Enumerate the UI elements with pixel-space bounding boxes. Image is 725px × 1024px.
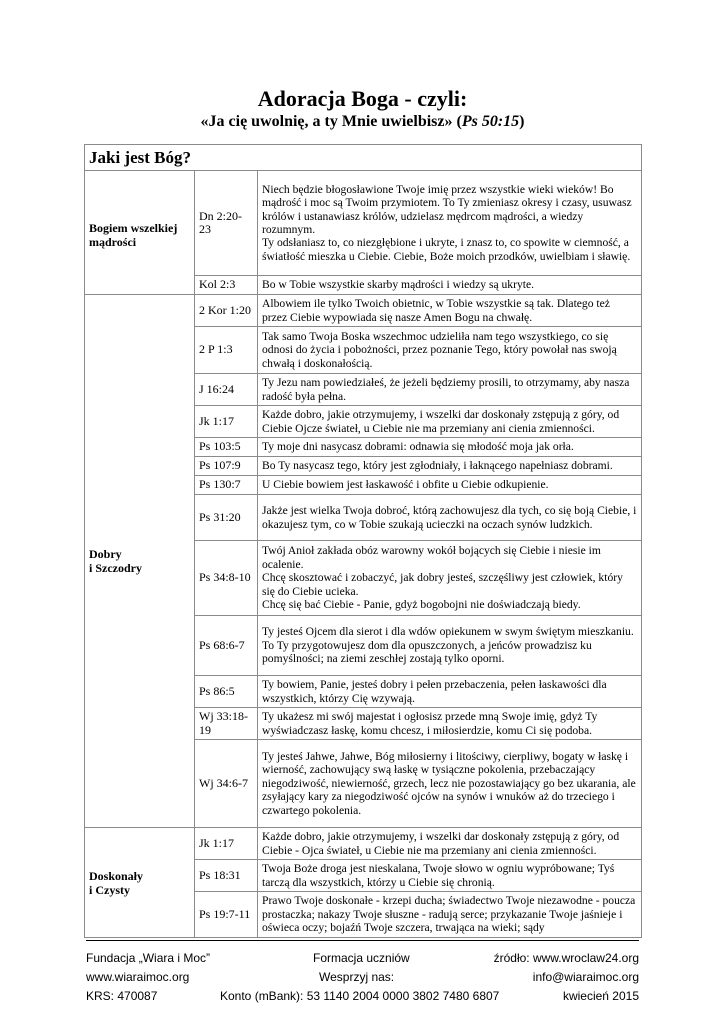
verse-ref: Ps 103:5: [195, 438, 258, 457]
verse-text: Ty bowiem, Panie, jesteś dobry i pełen przebaczenia, pełen łaskawości dla wszystkich, którzy Cię wzywają.: [258, 676, 642, 708]
verse-text: Prawo Twoje doskonałe - krzepi ducha; świadectwo Twoje niezawodne - poucza prostaczka; nakazy Twoje słuszne - radują serce; przykazanie Twoje jaśnieje i oświeca oczy; bojaźń Twoje szczera, trwająca na wieki; sądy: [258, 892, 642, 938]
verse-ref: Wj 34:6-7: [195, 740, 258, 828]
verse-ref: J 16:24: [195, 374, 258, 406]
category-perfect: [85, 828, 195, 938]
verse-ref: Ps 34:8-10: [195, 541, 258, 616]
verse-text: Jakże jest wielka Twoja dobroć, którą zachowujesz dla tych, co się boją Ciebie, i okazujesz tym, co w Tobie szukają ucieczki na oczach synów ludzkich.: [258, 495, 642, 541]
page-title: Adoracja Boga - czyli:: [257, 86, 468, 111]
verse-text: Twoja Boże droga jest nieskalana, Twoje słowo w ogniu wypróbowane; Tyś tarczą dla wszystkich, którzy u Ciebie się chronią.: [258, 860, 642, 892]
category-perfect-line2: i Czysty: [89, 882, 130, 897]
verse-text: Bo Ty nasycasz tego, który jest zgłodniały, i łaknącego napełniasz dobrami.: [258, 457, 642, 476]
section-heading: Jaki jest Bóg?: [85, 145, 642, 171]
verse-text: Bo w Tobie wszystkie skarby mądrości i wiedzy są ukryte.: [258, 276, 642, 295]
verse-text: Twój Anioł zakłada obóz warowny wokół bojących się Ciebie i niesie im ocalenie. Chcę skosztować i zobaczyć, jak dobry jesteś, szczęśliwy jest człowiek, który się do Ciebie ucieka. Chcę się bać Ciebie - Panie, gdyż bogobojni nie doświadczają biedy.: [258, 541, 642, 616]
verse-text: Każde dobro, jakie otrzymujemy, i wszelki dar doskonały zstępują z góry, od Ciebie - Ojca świateł, u Ciebie nie ma przemiany ani cienia zmienności.: [258, 828, 642, 860]
verse-ref: Kol 2:3: [195, 276, 258, 295]
verse-text: U Ciebie bowiem jest łaskawość i obfite u Ciebie odkupienie.: [258, 476, 642, 495]
footer-support: Wesprzyj nas:: [319, 970, 395, 984]
verse-text: Każde dobro, jakie otrzymujemy, i wszelki dar doskonały zstępują z góry, od Ciebie Ojcze świateł, u Ciebie nie ma przemiany ani cienia zmienności.: [258, 406, 642, 438]
footer-org: Fundacja „Wiara i Moc”: [86, 951, 211, 965]
verse-ref: Ps 19:7-11: [195, 892, 258, 938]
verse-ref: Ps 18:31: [195, 860, 258, 892]
verse-ref: Jk 1:17: [195, 828, 258, 860]
category-wisdom: Bogiem wszelkiej mądrości: [85, 171, 195, 295]
verse-ref: Ps 68:6-7: [195, 616, 258, 676]
verse-text: Ty jesteś Jahwe, Jahwe, Bóg miłosierny i litościwy, cierpliwy, bogaty w łaskę i wierność, zachowujący swą łaskę w tysiączne pokolenia, przebaczający niegodziwość, niewierność, grzech, lecz nie pozostawiający go bez ukarania, ale zsyłający kary za niegodziwość ojców na synów i wnuków aż do trzeciego i czwartego pokolenia.: [258, 740, 642, 828]
page-subtitle: [0, 112, 725, 132]
page-footer: [86, 940, 639, 1006]
verse-ref: Jk 1:17: [195, 406, 258, 438]
table-row: [85, 171, 642, 276]
footer-source: źródło: www.wroclaw24.org: [493, 951, 639, 965]
verse-text: Tak samo Twoja Boska wszechmoc udzieliła nam tego wszystkiego, co się odnosi do życia i pobożności, przez poznanie Tego, który powołał nas swoją chwałą i doskonałością.: [258, 327, 642, 374]
footer-program: Formacja uczniów: [313, 951, 410, 965]
verse-ref: Ps 107:9: [195, 457, 258, 476]
verse-ref: Wj 33:18-19: [195, 708, 258, 740]
subtitle-quote: «Ja cię uwolnię, a ty Mnie uwielbisz» (: [200, 113, 462, 130]
subtitle-close: ): [519, 113, 525, 130]
category-good: [85, 295, 195, 828]
verse-text: Ty ukażesz mi swój majestat i ogłosisz przede mną Swoje imię, gdyż Ty wyświadczasz łaskę, komu chcesz, i miłosierdzie, komu Ci się podoba.: [258, 708, 642, 740]
verse-text: Albowiem ile tylko Twoich obietnic, w Tobie wszystkie są tak. Dlatego też przez Ciebie wypowiada się nasze Amen Bogu na chwałę.: [258, 295, 642, 327]
verse-text: Ty jesteś Ojcem dla sierot i dla wdów opiekunem w swym świętym mieszkaniu. To Ty przygotowujesz dom dla opuszczonych, a jeńców prowadzisz ku pomyślności; na ziemi zeschłej zostają tylko oporni.: [258, 616, 642, 676]
category-good-line1: Dobry: [89, 547, 122, 561]
verse-ref: 2 P 1:3: [195, 327, 258, 374]
verse-text: Ty Jezu nam powiedziałeś, że jeżeli będziemy prosili, to otrzymamy, aby nasza radość była pełna.: [258, 374, 642, 406]
verse-ref: Dn 2:20-23: [195, 171, 258, 276]
footer-date: kwiecień 2015: [562, 989, 639, 1003]
table-row: [85, 828, 642, 860]
verse-text: Niech będzie błogosławione Twoje imię przez wszystkie wieki wieków! Bo mądrość i moc są Twoim przymiotem. To Ty zmieniasz okresy i czasy, usuwasz królów i ustanawiasz królów, udzielasz mędrcom mądrości, a wiedzy rozumnym. Ty odsłaniasz to, co niezgłębione i ukryte, i znasz to, co spowite w ciemność, a światłość mieszka u Ciebie. Ciebie, Boże moich przodków, uwielbiam i sławię.: [258, 171, 642, 276]
footer-krs: KRS: 470087: [86, 989, 158, 1003]
verse-ref: Ps 86:5: [195, 676, 258, 708]
subtitle-reference: Ps 50:15: [461, 113, 520, 130]
verse-ref: Ps 31:20: [195, 495, 258, 541]
verse-ref: 2 Kor 1:20: [195, 295, 258, 327]
category-good-line2: i Szczodry: [89, 561, 142, 575]
table-row: [85, 295, 642, 327]
category-perfect-line1: Doskonały: [89, 868, 144, 883]
verse-text: Ty moje dni nasycasz dobrami: odnawia się młodość moja jak orła.: [258, 438, 642, 457]
footer-email[interactable]: info@wiaraimoc.org: [532, 970, 639, 984]
footer-website[interactable]: www.wiaraimoc.org: [86, 970, 190, 984]
attributes-table: [84, 144, 642, 938]
footer-account: Konto (mBank): 53 1140 2004 0000 3802 7480 6807: [220, 989, 500, 1003]
verse-ref: Ps 130:7: [195, 476, 258, 495]
